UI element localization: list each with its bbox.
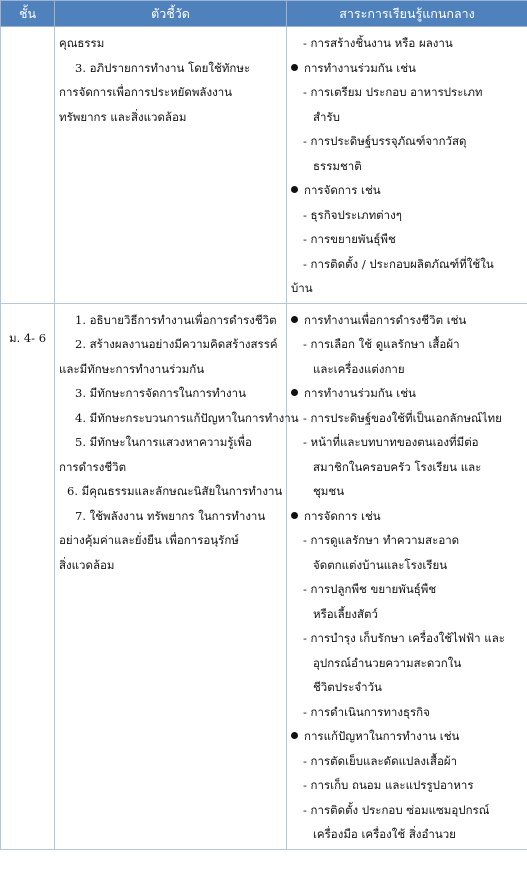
content-text: - การปลูกพืช ขยายพันธุ์พืช bbox=[303, 582, 437, 596]
content-item bbox=[291, 154, 523, 179]
bullet-icon bbox=[291, 64, 298, 71]
content-item bbox=[291, 276, 523, 301]
indicator-line: 5. มีทักษะในการแสวงหาความรู้เพื่อ bbox=[75, 435, 252, 449]
indicator-line: อย่างคุ้มค่าและยั่งยืน เพื่อการอนุรักษ์ bbox=[59, 533, 239, 547]
content-text: และเครื่องแต่งกาย bbox=[313, 361, 405, 376]
indicator-line: และมีทักษะการทำงานร่วมกัน bbox=[59, 361, 205, 376]
bullet-icon bbox=[291, 186, 298, 193]
content-text: การทำงานร่วมกัน เช่น bbox=[304, 386, 416, 400]
content-item bbox=[291, 651, 523, 676]
content-item bbox=[291, 203, 523, 228]
content-text: สำรับ bbox=[313, 109, 340, 124]
content-item bbox=[291, 675, 523, 700]
header-indicators: ตัวชี้วัด bbox=[55, 1, 287, 27]
content-text: การทำงานเพื่อการดำรงชีวิต เช่น bbox=[304, 312, 467, 327]
indicators-cell bbox=[55, 303, 299, 849]
content-text: จัดตกแต่งบ้านและโรงเรียน bbox=[313, 557, 448, 572]
content-item bbox=[291, 129, 523, 154]
content-text: การจัดการ เช่น bbox=[304, 183, 381, 197]
grade-cell: ม. 4- 6 bbox=[1, 303, 55, 849]
content-item bbox=[291, 749, 523, 774]
content-item bbox=[291, 406, 523, 431]
content-heading bbox=[291, 381, 523, 406]
content-text: บ้าน bbox=[291, 281, 313, 295]
grade-cell bbox=[1, 27, 55, 304]
indicator-line: การจัดการเพื่อการประหยัดพลังงาน bbox=[59, 85, 233, 99]
indicator-line: 3. มีทักษะการจัดการในการทำงาน bbox=[75, 386, 246, 400]
content-text: - การเตรียม ประกอบ อาหารประเภท bbox=[303, 85, 483, 99]
content-item bbox=[291, 773, 523, 798]
content-text: ชีวิตประจำวัน bbox=[313, 680, 382, 694]
indicator-line: 4. มีทักษะกระบวนการแก้ปัญหาในการทำงาน bbox=[75, 410, 299, 425]
content-text: - การประดิษฐ์ของใช้ที่เป็นเอกลักษณ์ไทย bbox=[303, 410, 502, 425]
indicator-line: สิ่งแวดล้อม bbox=[59, 557, 115, 572]
content-item bbox=[291, 31, 523, 56]
content-text: - การตัดเย็บและดัดแปลงเสื้อผ้า bbox=[303, 753, 458, 768]
content-text: - การบำรุง เก็บรักษา เครื่องใช้ไฟฟ้า และ bbox=[303, 631, 505, 645]
indicators-cell bbox=[55, 27, 287, 304]
content-item bbox=[291, 80, 523, 105]
table-row bbox=[1, 27, 527, 304]
core-content-cell bbox=[287, 27, 527, 304]
indicator-line: 2. สร้างผลงานอย่างมีความคิดสร้างสรรค์ bbox=[75, 337, 278, 351]
content-item bbox=[291, 105, 523, 130]
bullet-icon bbox=[291, 732, 298, 739]
content-text: อุปกรณ์อำนวยความสะดวกใน bbox=[313, 655, 462, 670]
header-grade: ชั้น bbox=[1, 1, 55, 27]
content-heading bbox=[291, 178, 523, 203]
content-item bbox=[291, 577, 523, 602]
header-core-content: สาระการเรียนรู้แกนกลาง bbox=[287, 1, 527, 27]
content-heading bbox=[291, 308, 523, 333]
indicator-line: 6. มีคุณธรรมและลักษณะนิสัยในการทำงาน bbox=[67, 484, 283, 498]
content-item bbox=[291, 798, 523, 823]
content-item bbox=[291, 479, 523, 504]
content-item bbox=[291, 252, 523, 277]
content-item bbox=[291, 602, 523, 627]
indicator-line: 3. อภิปรายการทำงาน โดยใช้ทักษะ bbox=[75, 60, 251, 75]
content-text: การทำงานร่วมกัน เช่น bbox=[304, 60, 416, 75]
content-item bbox=[291, 455, 523, 480]
indicator-line: การดำรงชีวิต bbox=[59, 459, 127, 474]
content-text: หรือเลี้ยงสัตว์ bbox=[313, 606, 378, 621]
indicator-line: คุณธรรม bbox=[59, 36, 105, 50]
content-text: - การดำเนินการทางธุรกิจ bbox=[303, 704, 430, 719]
header-row bbox=[1, 1, 527, 27]
content-text: - หน้าที่และบทบาทของตนเองที่มีต่อ bbox=[303, 435, 479, 449]
content-text: การแก้ปัญหาในการทำงาน เช่น bbox=[304, 729, 460, 743]
indicator-line: 7. ใช้พลังงาน ทรัพยากร ในการทำงาน bbox=[75, 508, 266, 523]
content-heading bbox=[291, 504, 523, 529]
content-text: - การประดิษฐ์บรรจุภัณฑ์จากวัสดุ bbox=[303, 134, 467, 148]
content-text: เครื่องมือ เครื่องใช้ สิ่งอำนวย bbox=[313, 827, 456, 841]
bullet-icon bbox=[291, 512, 298, 519]
content-item bbox=[291, 553, 523, 578]
content-text: - การเลือก ใช้ ดูแลรักษา เสื้อผ้า bbox=[303, 337, 460, 351]
content-text: การจัดการ เช่น bbox=[304, 508, 381, 523]
content-text: - การเก็บ ถนอม และแปรรูปอาหาร bbox=[303, 778, 474, 792]
content-text: - การสร้างชิ้นงาน หรือ ผลงาน bbox=[303, 36, 453, 50]
content-item bbox=[291, 357, 523, 382]
indicator-line: ทรัพยากร และสิ่งแวดล้อม bbox=[59, 109, 187, 124]
content-text: ชุมชน bbox=[313, 484, 345, 498]
content-text: - การติดตั้ง / ประกอบผลิตภัณฑ์ที่ใช้ใน bbox=[303, 256, 494, 271]
content-text: ธรรมชาติ bbox=[313, 158, 362, 173]
content-heading bbox=[291, 724, 523, 749]
content-text: - การติดตั้ง ประกอบ ซ่อมแซมอุปกรณ์ bbox=[303, 802, 490, 817]
indicator-line: 1. อธิบายวิธีการทำงานเพื่อการดำรงชีวิต bbox=[75, 312, 277, 327]
content-item bbox=[291, 227, 523, 252]
content-item bbox=[291, 700, 523, 725]
core-content-cell bbox=[287, 303, 527, 849]
content-text: - การดูแลรักษา ทำความสะอาด bbox=[303, 533, 460, 547]
content-text: สมาชิกในครอบครัว โรงเรียน และ bbox=[313, 459, 482, 474]
table-row bbox=[1, 303, 527, 849]
content-item bbox=[291, 528, 523, 553]
bullet-icon bbox=[291, 316, 298, 323]
content-heading bbox=[291, 56, 523, 81]
content-text: - การขยายพันธุ์พืช bbox=[303, 232, 396, 246]
bullet-icon bbox=[291, 389, 298, 396]
content-item bbox=[291, 822, 523, 847]
content-text: - ธุรกิจประเภทต่างๆ bbox=[303, 207, 402, 222]
content-item bbox=[291, 332, 523, 357]
content-item bbox=[291, 626, 523, 651]
content-item bbox=[291, 430, 523, 455]
